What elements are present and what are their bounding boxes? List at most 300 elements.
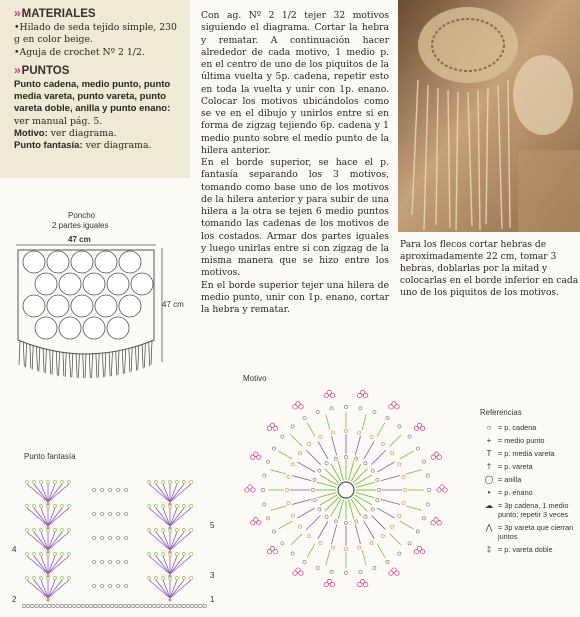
stitch-stroke	[325, 469, 339, 483]
chain-stitch	[373, 566, 376, 569]
chain-stitch	[311, 488, 314, 491]
chain-stitch	[100, 584, 103, 587]
stitches-ref: ver manual pág. 5.	[14, 115, 103, 127]
fan-motif	[147, 528, 192, 553]
fringe-strand	[138, 346, 139, 370]
poncho-height-label: 47 cm	[162, 300, 184, 309]
stitch-stroke	[362, 415, 366, 430]
motif-circle	[119, 251, 141, 273]
chain-stitch	[291, 425, 294, 428]
fringe-strand	[59, 352, 60, 376]
fan-motif	[25, 528, 70, 553]
legend-title: Referencias	[480, 408, 522, 417]
instructions-paragraph: En el borde superior tejer una hilera de medio punto, unir con 1p. enano, cortar la hebra y rematar.	[201, 279, 389, 315]
fan-motif	[25, 480, 70, 505]
picot-icon	[251, 452, 261, 459]
chain-stitch	[331, 546, 334, 549]
chain-stitch	[308, 535, 311, 538]
picot-icon	[293, 568, 303, 575]
chain-stitch	[403, 488, 406, 491]
motif-circle	[71, 295, 93, 317]
row-number: 1	[210, 595, 215, 604]
chain-stitch	[273, 447, 276, 450]
picot-icon	[267, 547, 277, 554]
stitch-stroke	[292, 499, 311, 504]
motivo-label: Motivo:	[14, 128, 48, 140]
chain-stitch	[190, 604, 193, 607]
stitch-stroke	[381, 499, 400, 504]
chain-stitch	[108, 584, 111, 587]
fringe-strand	[151, 341, 152, 365]
chain-stitch	[386, 417, 389, 420]
chain-stitch	[291, 552, 294, 555]
fringe-strand	[96, 354, 97, 378]
chain-stitch	[35, 604, 38, 607]
chain-stitch	[153, 604, 156, 607]
chain-stitch	[273, 530, 276, 533]
chain-stitch	[381, 535, 384, 538]
chain-stitch	[291, 463, 294, 466]
chain-stitch	[325, 515, 328, 518]
fancy-stitch-title: Punto fantasía	[24, 452, 76, 461]
legend-text: = anilla	[498, 475, 522, 484]
chain-stitch	[344, 429, 347, 432]
legend-item	[480, 545, 580, 554]
chain-stitch	[144, 604, 147, 607]
motif-circle	[35, 273, 57, 295]
stitch-stroke	[390, 534, 401, 545]
fan-motif	[147, 576, 192, 601]
chain-stitch	[100, 512, 103, 515]
chain-stitch	[330, 407, 333, 410]
stitch-stroke	[400, 451, 414, 459]
legend-text: = p. vareta	[498, 462, 533, 471]
chain-stitch	[344, 405, 347, 408]
instructions-paragraph: En el borde superior, se hace el p. fantasía separando los 3 motivos, tomando como base uno de los motivos de la hilera anterior y para subir de una hilera a la otra se tejen 6 medio puntos tomando las cadenas de los motivos de los costados. Armar dos partes iguales y luego unirlas entre si con zigzag de la misma manera que se hizo entre los motivos.	[201, 157, 389, 279]
stitch-stroke	[318, 442, 328, 459]
motif-circle	[35, 317, 57, 339]
chain-stitch	[100, 536, 103, 539]
chain-stitch	[298, 452, 301, 455]
chain-stitch	[370, 542, 373, 545]
chain-stitch	[355, 520, 358, 523]
fringe-strand	[105, 353, 106, 377]
picot-icon	[357, 390, 367, 397]
stitch-stroke	[291, 435, 302, 446]
stitch-stroke	[318, 521, 328, 538]
row-number: 2	[12, 595, 17, 604]
fringe-strand	[30, 344, 31, 368]
poncho-title: Poncho	[68, 211, 96, 220]
fringe-strand	[39, 348, 40, 372]
stitch-stroke	[332, 525, 337, 544]
fringe-strand	[19, 341, 20, 365]
chain-stitch	[291, 514, 294, 517]
chain-stitch	[148, 604, 151, 607]
chain-stitch	[398, 552, 401, 555]
fringe-strand	[122, 350, 123, 374]
chain-stitch	[344, 571, 347, 574]
row-number: 3	[210, 571, 215, 580]
chain-stitch	[398, 514, 401, 517]
materials-list	[14, 22, 180, 59]
legend	[480, 408, 580, 558]
chain-stitch	[203, 604, 206, 607]
fringe-strand	[92, 354, 93, 378]
chain-stitch	[386, 560, 389, 563]
poncho-diagram	[10, 240, 170, 380]
legend-text: = medio punto	[498, 436, 545, 445]
fringe-strand	[131, 348, 132, 372]
chain-stitch	[330, 570, 333, 573]
chain-stitch	[199, 604, 202, 607]
materials-heading: ›› MATERIALES	[14, 8, 96, 20]
chain-stitch	[426, 503, 429, 506]
materials-item: • Aguja de crochet Nº 2 1/2.	[14, 47, 180, 59]
fringe-strand	[65, 353, 66, 377]
chain-stitch	[92, 512, 95, 515]
legend-text: = p. vareta doble	[498, 545, 553, 554]
chain-stitch	[52, 604, 55, 607]
chain-stitch	[402, 475, 405, 478]
picot-icon	[431, 518, 441, 525]
chain-stitch	[22, 604, 25, 607]
chain-stitch	[31, 604, 34, 607]
chain-stitch	[371, 508, 374, 511]
chain-stitch	[266, 460, 269, 463]
chain-stitch	[195, 604, 198, 607]
chain-stitch	[426, 474, 429, 477]
chain-stitch	[98, 604, 101, 607]
chain-stitch	[119, 604, 122, 607]
chain-stitch	[124, 560, 127, 563]
chain-stitch	[124, 584, 127, 587]
chain-stitch	[364, 462, 367, 465]
fringe-strand	[98, 353, 99, 377]
chain-stitch	[281, 542, 284, 545]
stitch-stroke	[371, 450, 385, 464]
picot-icon	[414, 423, 424, 430]
stitch-stroke	[307, 544, 315, 558]
chain-stitch	[316, 410, 319, 413]
chain-stitch	[100, 560, 103, 563]
poncho-subtitle: 2 partes iguales	[52, 221, 109, 230]
legend-item	[480, 488, 580, 497]
chain-stitch	[263, 503, 266, 506]
chain-stitch	[132, 604, 135, 607]
fantasia-text: ver diagrama.	[85, 140, 152, 152]
chain-stitch	[108, 536, 111, 539]
picot-icon	[357, 579, 367, 586]
chain-stitch	[319, 542, 322, 545]
stitch-stroke	[278, 521, 292, 529]
chain-stitch	[102, 604, 105, 607]
chain-stitch	[313, 478, 316, 481]
fan-motif	[147, 552, 192, 577]
motif-circle	[119, 295, 141, 317]
fan-motif	[147, 480, 192, 505]
chain-stitch	[127, 604, 130, 607]
legend-text: = 3p vareta que cierran juntos	[498, 523, 574, 541]
stitch-stroke	[326, 415, 330, 430]
stitches-heading: ›› PUNTOS	[14, 64, 70, 77]
chain-stitch	[108, 560, 111, 563]
stitch-stroke	[381, 476, 400, 481]
stitch-stroke	[377, 508, 394, 518]
chain-stitch	[371, 469, 374, 472]
chain-stitch	[370, 435, 373, 438]
stitch-stroke	[332, 436, 337, 455]
motif-circle	[47, 295, 69, 317]
fringe-strand	[50, 350, 51, 374]
chain-stitch	[325, 462, 328, 465]
motif-circle	[71, 251, 93, 273]
materials-sidebar	[0, 0, 190, 178]
fringe-strand	[23, 342, 24, 366]
chain-stitch	[416, 447, 419, 450]
chain-stitch	[318, 508, 321, 511]
legend-item	[480, 462, 580, 471]
picot-icon	[324, 579, 334, 586]
chain-stitch	[64, 604, 67, 607]
chain-stitch	[165, 604, 168, 607]
chain-stitch	[27, 604, 30, 607]
chain-stitch	[408, 435, 411, 438]
stitch-stroke	[298, 462, 315, 472]
chain-stitch	[69, 604, 72, 607]
chain-stitch	[355, 457, 358, 460]
chain-stitch	[376, 478, 379, 481]
chain-stitch	[358, 546, 361, 549]
poncho-width-label: 47 cm	[68, 235, 91, 244]
fringe-strand	[129, 348, 130, 372]
chain-stitch	[56, 604, 59, 607]
chain-stitch	[376, 499, 379, 502]
fringe-strand	[116, 351, 117, 375]
motif-circle	[107, 317, 129, 339]
fringe-strand	[103, 353, 104, 377]
stitches-list: Punto cadena, medio punto, punto media vareta, punto vareta, punto vareta doble, anilla y punto enano:	[14, 78, 171, 115]
chain-stitch	[422, 517, 425, 520]
chain-stitch	[161, 604, 164, 607]
legend-symbol-icon: ⋀	[485, 523, 493, 532]
legend-text: = p. enano	[498, 488, 533, 497]
motif-title: Motivo	[243, 374, 267, 383]
picot-icon	[414, 547, 424, 554]
picot-icon	[437, 485, 447, 492]
fringe-strand	[85, 354, 86, 378]
fringe-strand	[37, 347, 38, 371]
fancy-stitch-diagram	[10, 460, 225, 615]
picot-icon	[245, 485, 255, 492]
chain-stitch	[90, 604, 93, 607]
stitch-stroke	[406, 506, 421, 510]
motif-circle	[59, 273, 81, 295]
chain-stitch	[303, 560, 306, 563]
chain-stitch	[136, 604, 139, 607]
chain-stitch	[303, 417, 306, 420]
chain-stitch	[331, 431, 334, 434]
chain-stitch	[422, 460, 425, 463]
chain-stitch	[116, 512, 119, 515]
chain-stitch	[116, 584, 119, 587]
chain-stitch	[359, 407, 362, 410]
legend-text: = p. media vareta	[498, 449, 555, 458]
stitch-stroke	[306, 450, 320, 464]
chain-stitch	[308, 442, 311, 445]
chain-stitch	[398, 425, 401, 428]
motivo-text: ver diagrama.	[50, 128, 117, 140]
stitch-stroke	[278, 451, 292, 459]
fringe-strand	[72, 353, 73, 377]
chain-stitch	[85, 604, 88, 607]
chain-stitch	[157, 604, 160, 607]
legend-item	[480, 423, 580, 432]
materials-item: • Hilado de seda tejido simple, 230 g en color beige.	[14, 22, 180, 47]
chain-stitch	[92, 488, 95, 491]
chain-stitch	[81, 604, 84, 607]
motif-circle	[23, 295, 45, 317]
motif-circle	[59, 317, 81, 339]
fringe-strand	[136, 347, 137, 371]
chain-stitch	[77, 604, 80, 607]
stitch-stroke	[364, 521, 374, 538]
legend-symbol-icon: ◯	[484, 475, 494, 484]
motif-diagram	[240, 384, 460, 604]
chain-stitch	[124, 488, 127, 491]
fringe-strand	[45, 349, 46, 373]
legend-symbol-icon: +	[486, 436, 492, 445]
chain-stitch	[381, 442, 384, 445]
chain-stitch	[344, 455, 347, 458]
chain-stitch	[334, 457, 337, 460]
stitch-stroke	[353, 469, 367, 483]
chain-stitch	[266, 517, 269, 520]
stitch-stroke	[325, 497, 339, 511]
fringe-strand	[78, 354, 79, 378]
chain-stitch	[364, 515, 367, 518]
chain-stitch	[174, 604, 177, 607]
chain-stitch	[358, 431, 361, 434]
instructions-column	[201, 10, 389, 316]
fringe-strand	[43, 348, 44, 372]
fringe-strand	[89, 354, 90, 378]
chain-stitch	[92, 536, 95, 539]
chain-stitch	[169, 604, 172, 607]
fringe-strand	[109, 352, 110, 376]
chain-stitch	[391, 452, 394, 455]
stitch-stroke	[291, 534, 302, 545]
fringe-strand	[125, 349, 126, 373]
stitch-stroke	[292, 476, 311, 481]
chain-stitch	[92, 560, 95, 563]
stitch-stroke	[371, 515, 385, 529]
chain-stitch	[316, 566, 319, 569]
fringe-strand	[32, 346, 33, 370]
stitch-stroke	[377, 544, 385, 558]
legend-item	[480, 475, 580, 484]
fringe-strand	[83, 354, 84, 378]
legend-item	[480, 449, 580, 458]
chain-stitch	[94, 604, 97, 607]
chain-stitch	[116, 488, 119, 491]
legend-item	[480, 523, 580, 541]
poncho-photo	[398, 0, 580, 232]
stitch-stroke	[355, 436, 360, 455]
picot-icon	[389, 568, 399, 575]
row-number: 4	[12, 545, 17, 554]
fan-motif	[25, 504, 70, 529]
chain-stitch	[60, 604, 63, 607]
chain-stitch	[334, 520, 337, 523]
chain-stitch	[298, 525, 301, 528]
chain-stitch	[39, 604, 42, 607]
ring-icon	[338, 482, 354, 498]
fringe-strand	[144, 343, 145, 367]
picot-icon	[251, 518, 261, 525]
legend-symbol-icon: •	[487, 488, 491, 497]
chain-stitch	[344, 547, 347, 550]
chain-stitch	[427, 488, 430, 491]
fringe-caption: Para los flecos cortar hebras de aproximadamente 22 cm, tomar 3 hebras, doblarlas por la mitad y colocarlas en el borde inferior en cada uno de los piquitos de los motivos.	[400, 240, 579, 298]
chain-stitch	[92, 584, 95, 587]
chain-stitch	[408, 542, 411, 545]
motif-circle	[107, 273, 129, 295]
stitch-stroke	[355, 525, 360, 544]
instructions-paragraph: Con ag. Nº 2 1/2 tejer 32 motivos siguiendo el diagrama. Cortar la hebra y rematar. A continuación hacer alrededor de cada motivo, 1 medio p. en el centro de uno de los piquitos de la última vuelta y 5p. cadena, repetir esto en toda la vuelta y unir con 1p. enano. Colocar los motivos ubicándolos como se ve en el dibujo y unirlos entre si en forma de zigzag tejiendo 6p. cadena y 1 medio punto sobre el medio punto de la hilera anterior.	[201, 10, 389, 156]
chain-stitch	[182, 604, 185, 607]
stitch-stroke	[306, 515, 320, 529]
picot-icon	[293, 402, 303, 409]
chain-stitch	[318, 469, 321, 472]
chain-stitch	[111, 604, 114, 607]
stitch-stroke	[377, 462, 394, 472]
chain-stitch	[402, 502, 405, 505]
fringe-strand	[149, 342, 150, 366]
fringe-strand	[142, 344, 143, 368]
picot-icon	[431, 452, 441, 459]
fringe-strand	[63, 352, 64, 376]
legend-symbol-icon: †	[486, 462, 492, 471]
fringe-strand	[76, 354, 77, 378]
chain-stitch	[48, 604, 51, 607]
chain-stitch	[106, 604, 109, 607]
fringe-strand	[70, 353, 71, 377]
legend-text: = p. cadena	[498, 423, 537, 432]
legend-symbol-icon: ‡	[486, 545, 492, 554]
motif-circle	[23, 251, 45, 273]
chain-stitch	[100, 488, 103, 491]
fan-motif	[25, 576, 70, 601]
legend-symbol-icon: ○	[486, 423, 492, 432]
fringe-strand	[56, 351, 57, 375]
stitch-stroke	[377, 422, 385, 436]
stitches-text	[14, 79, 180, 153]
chain-stitch	[281, 435, 284, 438]
chain-stitch	[43, 604, 46, 607]
motif-circle	[83, 317, 105, 339]
chain-stitch	[391, 525, 394, 528]
stitch-stroke	[400, 521, 414, 529]
chain-stitch	[261, 488, 264, 491]
legend-symbol-icon: T	[486, 449, 492, 458]
chain-stitch	[313, 499, 316, 502]
fringe-strand	[111, 352, 112, 376]
fringe-strand	[26, 343, 27, 367]
stitch-stroke	[298, 508, 315, 518]
chain-stitch	[285, 488, 288, 491]
chain-stitch	[124, 512, 127, 515]
